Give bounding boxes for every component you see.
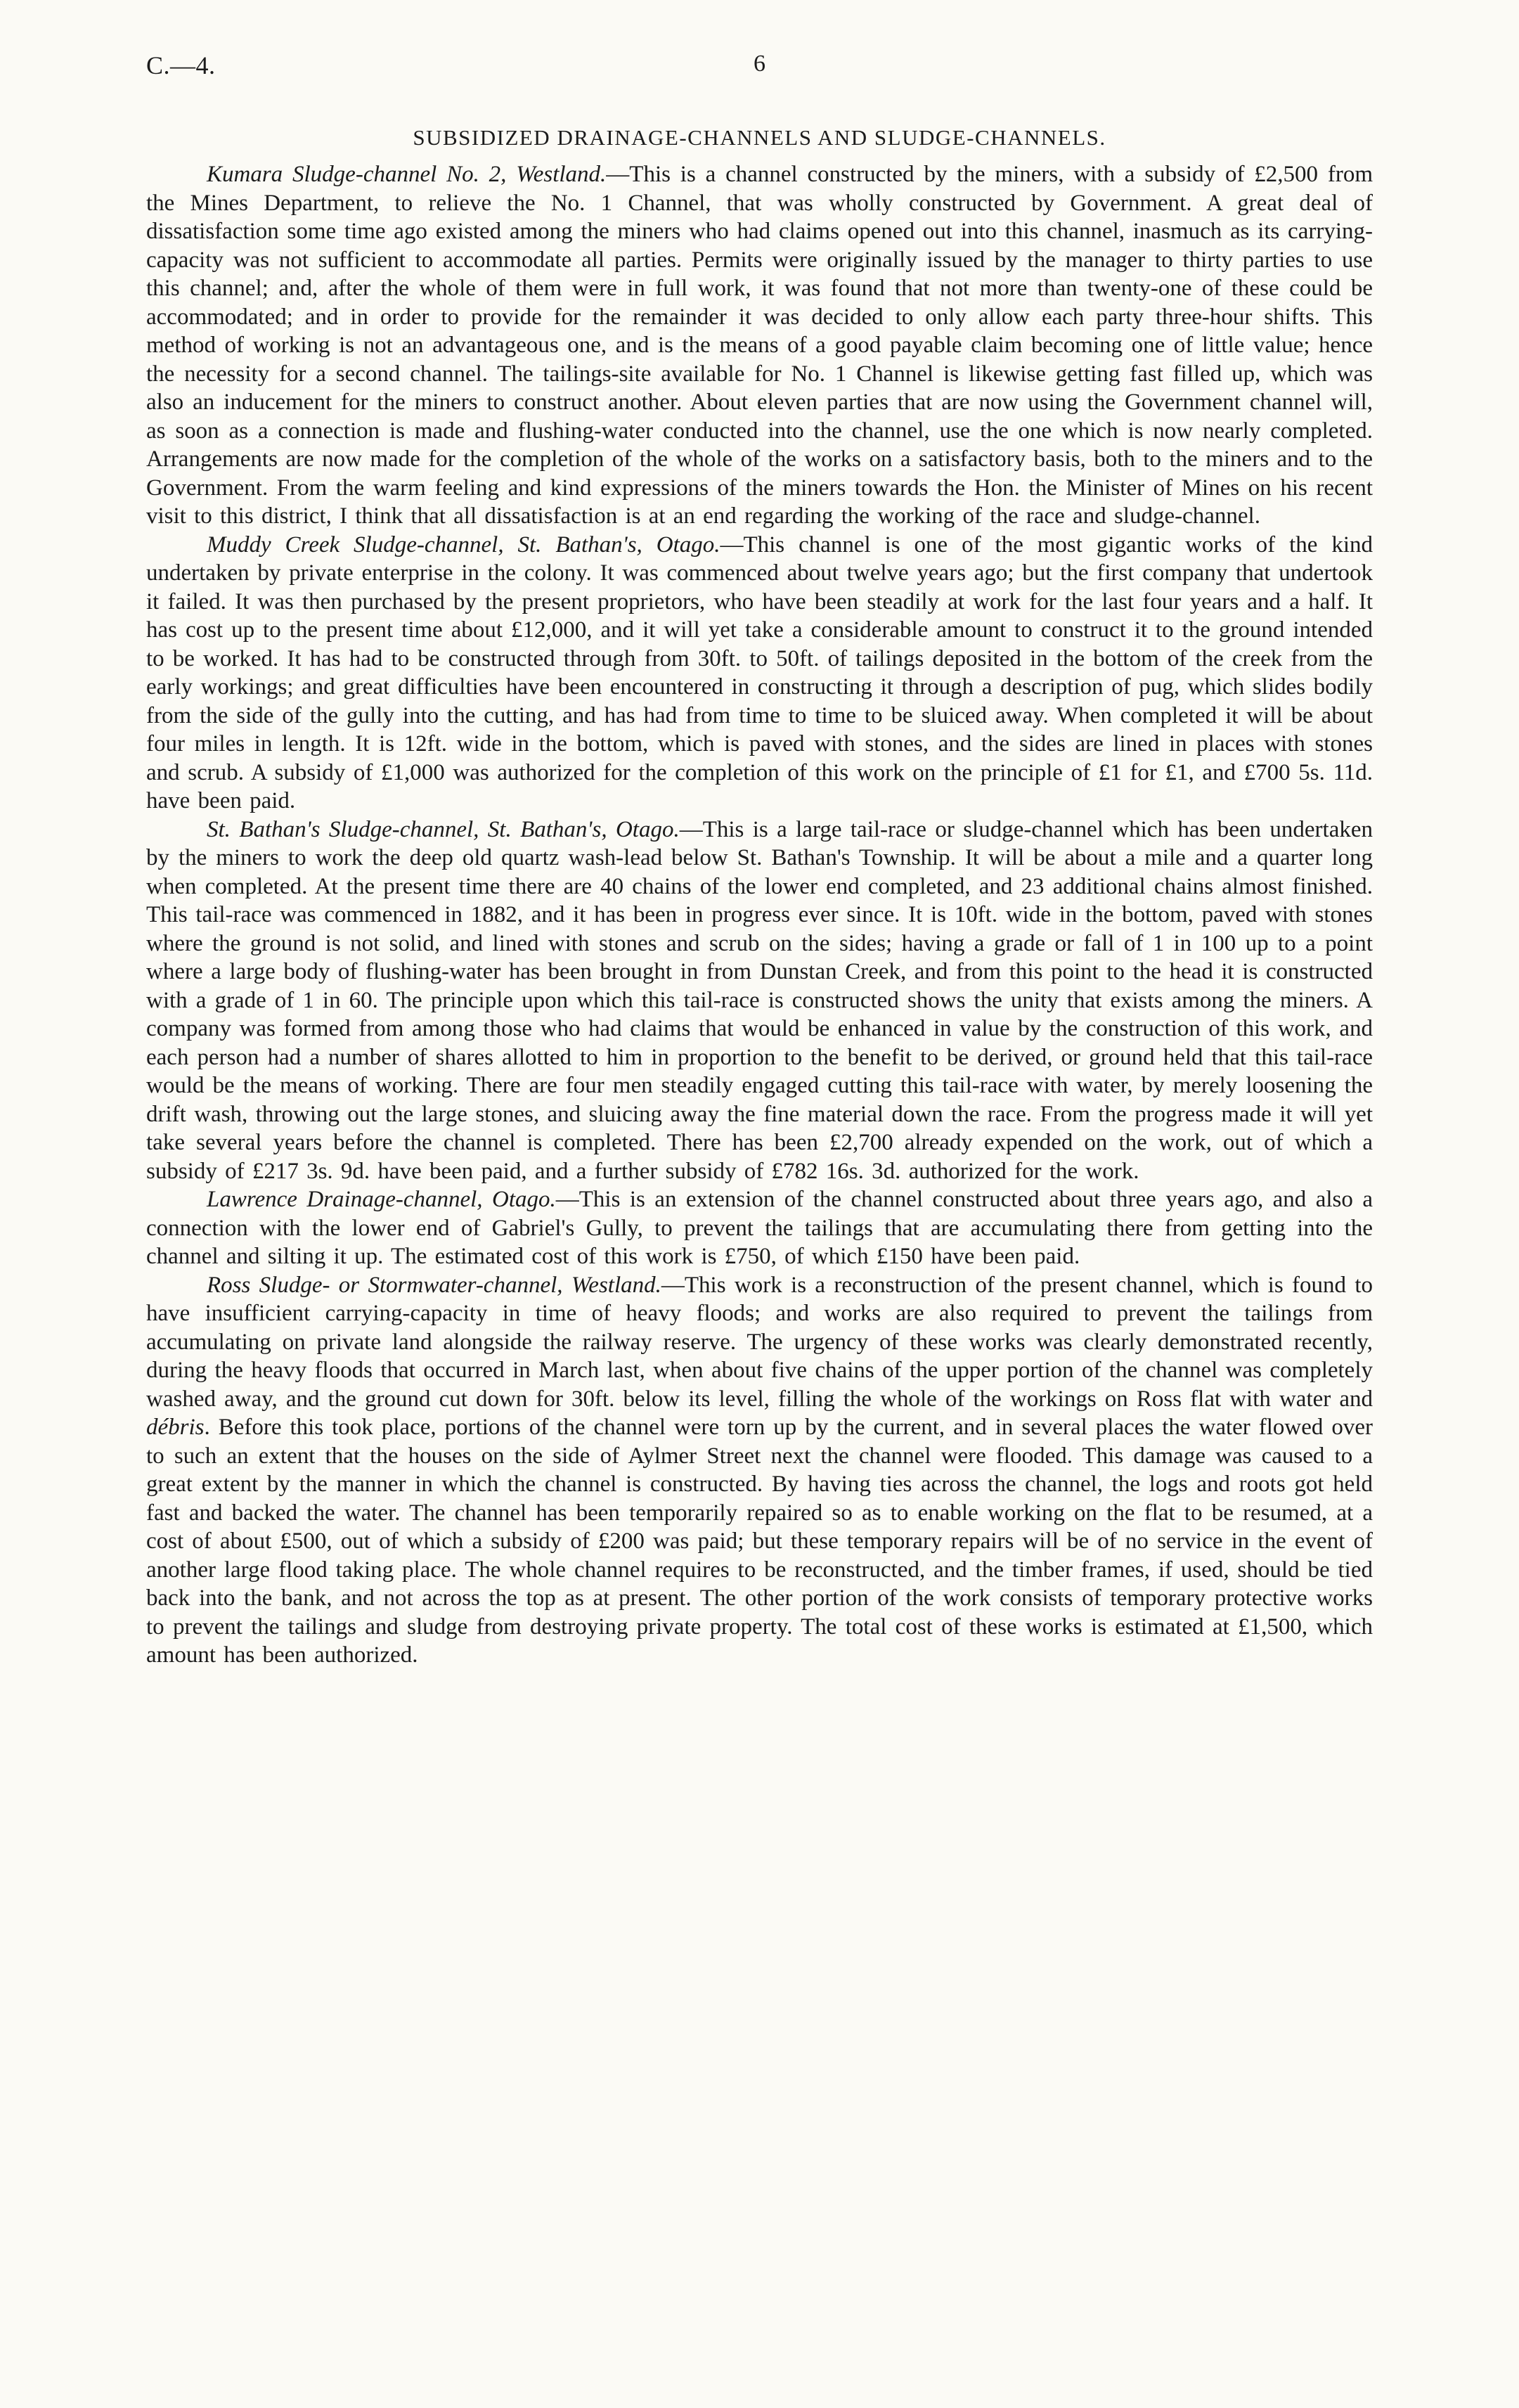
paragraph — [146, 160, 1373, 531]
paragraph-text: —This is an extension of the channel constructed about three years ago, and also a connection with the lower end of Gabriel's Gully, to prevent the tailings that are accumulating there from getting into the channel and silting it up. The estimated cost of this work is £750, of which £150 have been paid. — [146, 1187, 1373, 1269]
paragraph-text: —This is a channel constructed by the miners, with a subsidy of £2,500 from the Mines Department, to relieve the No. 1 Channel, that was wholly constructed by Government. A great deal of dissatisfaction some time ago existed among the miners who had claims opened out into this channel, inasmuch as its carrying-capacity was not sufficient to accommodate all parties. Permits were originally issued by the manager to thirty parties to use this channel; and, after the whole of them were in full work, it was found that not more than twenty-one of these could be accommodated; and in order to provide for the remainder it was decided to only allow each party three-hour shifts. This method of working is not an advantageous one, and is the means of a good payable claim becoming one of little value; hence the necessity for a second channel. The tailings-site available for No. 1 Channel is likewise getting fast filled up, which was also an inducement for the miners to construct another. About eleven parties that are now using the Government channel will, as soon as a connection is made and flushing-water conducted into the channel, use the one which is now nearly completed. Arrangements are now made for the completion of the whole of the works on a satisfactory basis, both to the miners and to the Government. From the warm feeling and kind expressions of the miners towards the Hon. the Minister of Mines on his recent visit to this district, I think that all dissatisfaction is at an end regarding the working of the race and sludge-channel. — [146, 162, 1373, 529]
page-number: 6 — [754, 51, 765, 77]
channel-name-label: débris — [146, 1415, 205, 1440]
paragraph-text: —This is a large tail-race or sludge-channel which has been undertaken by the miners to work the deep old quartz wash-lead below St. Bathan's Township. It will be about a mile and a quarter long when completed. At the present time there are 40 chains of the lower end completed, and 23 additional chains almost finished. This tail-race was commenced in 1882, and it has been in progress ever since. It is 10ft. wide in the bottom, paved with stones where the ground is not solid, and lined with stones and scrub on the sides; having a grade or fall of 1 in 100 up to a point where a large body of flushing-water has been brought in from Dunstan Creek, and from this point to the head it is constructed with a grade of 1 in 60. The principle upon which this tail-race is constructed shows the unity that exists among the miners. A company was formed from among those who had claims that would be enhanced in value by the construction of this work, and each person had a number of shares allotted to him in proportion to the benefit to be derived, or ground held that this tail-race would be the means of working. There are four men steadily engaged cutting this tail-race with water, by merely loosening the drift wash, throwing out the large stones, and sluicing away the fine material down the race. From the progress made it will yet take several years before the channel is completed. There has been £2,700 already expended on the work, out of which a subsidy of £217 3s. 9d. have been paid, and a further subsidy of £782 16s. 3d. authorized for the work. — [146, 816, 1373, 1184]
channel-name-label: Lawrence Drainage-channel, Otago. — [207, 1187, 556, 1212]
paragraph-text: —This channel is one of the most gigantic works of the kind undertaken by private enterprise in the colony. It was commenced about twelve years ago; but the first company that undertook it failed. It was then purchased by the present proprietors, who have been steadily at work for the last four years and a half. It has cost up to the present time about £12,000, and it will yet take a considerable amount to construct it to the ground intended to be worked. It has had to be constructed through from 30ft. to 50ft. of tailings deposited in the bottom of the creek from the early workings; and great difficulties have been encountered in constructing it through a description of pug, which slides bodily from the side of the gully into the cutting, and has had from time to time to be sluiced away. When completed it will be about four miles in length. It is 12ft. wide in the bottom, which is paved with stones, and the sides are lined in places with stones and scrub. A subsidy of £1,000 was authorized for the completion of this work on the principle of £1 for £1, and £700 5s. 11d. have been paid. — [146, 532, 1373, 813]
paper-reference: C.—4. — [146, 51, 216, 79]
paragraph — [146, 1185, 1373, 1271]
document-body — [146, 160, 1373, 1670]
channel-name-label: Ross Sludge- or Stormwater-channel, Westland. — [207, 1272, 661, 1298]
paragraph — [146, 531, 1373, 816]
paragraph — [146, 1271, 1373, 1670]
channel-name-label: Muddy Creek Sludge-channel, St. Bathan's, Otago. — [207, 532, 720, 558]
channel-name-label: Kumara Sludge-channel No. 2, Westland. — [207, 162, 607, 187]
paragraph-text: . Before this took place, portions of the channel were torn up by the current, and in several places the water flowed over to such an extent that the houses on the side of Aylmer Street next the channel were flooded. This damage was caused to a great extent by the manner in which the channel is constructed. By having ties across the channel, the logs and roots got held fast and backed the water. The channel has been temporarily repaired so as to enable working on the flat to be resumed, at a cost of about £500, out of which a subsidy of £200 was paid; but these temporary repairs will be of no service in the event of another large flood taking place. The whole channel requires to be reconstructed, and the timber frames, if used, should be tied back into the bank, and not across the top as at present. The other portion of the work consists of temporary protective works to prevent the tailings and sludge from destroying private property. The total cost of these works is estimated at £1,500, which amount has been authorized. — [146, 1415, 1373, 1668]
page-header — [146, 51, 1373, 84]
paragraph — [146, 816, 1373, 1186]
channel-name-label: St. Bathan's Sludge-channel, St. Bathan's, Otago. — [207, 816, 680, 842]
paragraph-text: —This work is a reconstruction of the present channel, which is found to have insufficient carrying-capacity in time of heavy floods; and works are also required to prevent the tailings from accumulating on private land alongside the railway reserve. The urgency of these works was clearly demonstrated recently, during the heavy floods that occurred in March last, when about five chains of the upper portion of the channel was completely washed away, and the ground cut down for 30ft. below its level, filling the whole of the workings on Ross flat with water and — [146, 1272, 1373, 1412]
page-title: SUBSIDIZED DRAINAGE-CHANNELS AND SLUDGE-CHANNELS. — [413, 125, 1106, 150]
